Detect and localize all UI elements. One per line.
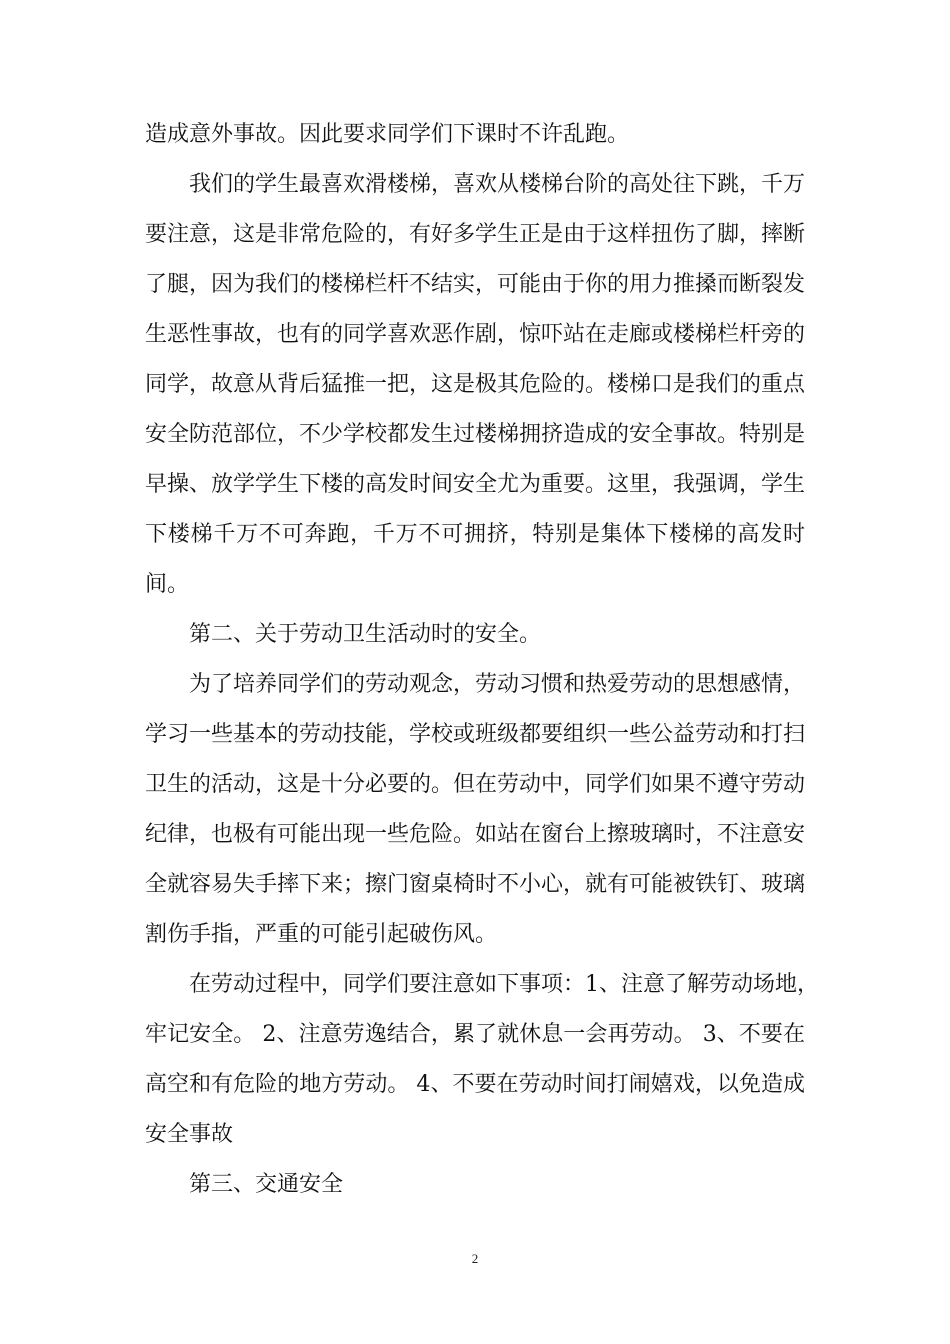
paragraph-line: 为了培养同学们的劳动观念，劳动习惯和热爱劳动的思想感情， [189, 672, 806, 697]
paragraph-line: 了腿，因为我们的楼梯栏杆不结实，可能由于你的用力推搡而断裂发 [145, 272, 806, 297]
paragraph-line: 学习一些基本的劳动技能，学校或班级都要组织一些公益劳动和打扫 [145, 722, 806, 747]
section-heading: 第二、关于劳动卫生活动时的安全。 [189, 622, 542, 647]
paragraph-line: 安全防范部位，不少学校都发生过楼梯拥挤造成的安全事故。特别是 [145, 422, 806, 447]
paragraph-line: 卫生的活动，这是十分必要的。但在劳动中，同学们如果不遵守劳动 [145, 772, 806, 797]
paragraph-line: 间。 [145, 572, 190, 597]
paragraph-line: 高空和有危险的地方劳动。 4、不要在劳动时间打闹嬉戏，以免造成 [145, 1072, 805, 1097]
document-body [145, 110, 819, 1210]
paragraph-line: 纪律，也极有可能出现一些危险。如站在窗台上擦玻璃时，不注意安 [145, 822, 806, 847]
section-heading: 第三、交通安全 [189, 1172, 344, 1197]
paragraph-line: 全就容易失手摔下来；擦门窗桌椅时不小心，就有可能被铁钉、玻璃 [145, 872, 806, 897]
page-number: 2 [471, 1251, 479, 1266]
paragraph-line: 早操、放学学生下楼的高发时间安全尤为重要。这里，我强调，学生 [145, 472, 806, 497]
paragraph-line: 在劳动过程中，同学们要注意如下事项：1、注意了解劳动场地， [189, 972, 819, 997]
paragraph-line: 割伤手指，严重的可能引起破伤风。 [145, 922, 498, 947]
paragraph-line: 安全事故 [145, 1122, 234, 1147]
paragraph-line: 要注意，这是非常危险的，有好多学生正是由于这样扭伤了脚，摔断 [145, 222, 806, 247]
paragraph-line: 下楼梯千万不可奔跑，千万不可拥挤，特别是集体下楼梯的高发时 [145, 522, 805, 547]
paragraph-line: 牢记安全。 2、注意劳逸结合，累了就休息一会再劳动。 3、不要在 [145, 1022, 805, 1047]
paragraph-line: 同学，故意从背后猛推一把，这是极其危险的。楼梯口是我们的重点 [145, 372, 806, 397]
paragraph-line: 生恶性事故，也有的同学喜欢恶作剧，惊吓站在走廊或楼梯栏杆旁的 [145, 322, 806, 347]
paragraph-line: 我们的学生最喜欢滑楼梯，喜欢从楼梯台阶的高处往下跳，千万 [189, 172, 806, 197]
paragraph-line: 造成意外事故。因此要求同学们下课时不许乱跑。 [145, 122, 630, 147]
